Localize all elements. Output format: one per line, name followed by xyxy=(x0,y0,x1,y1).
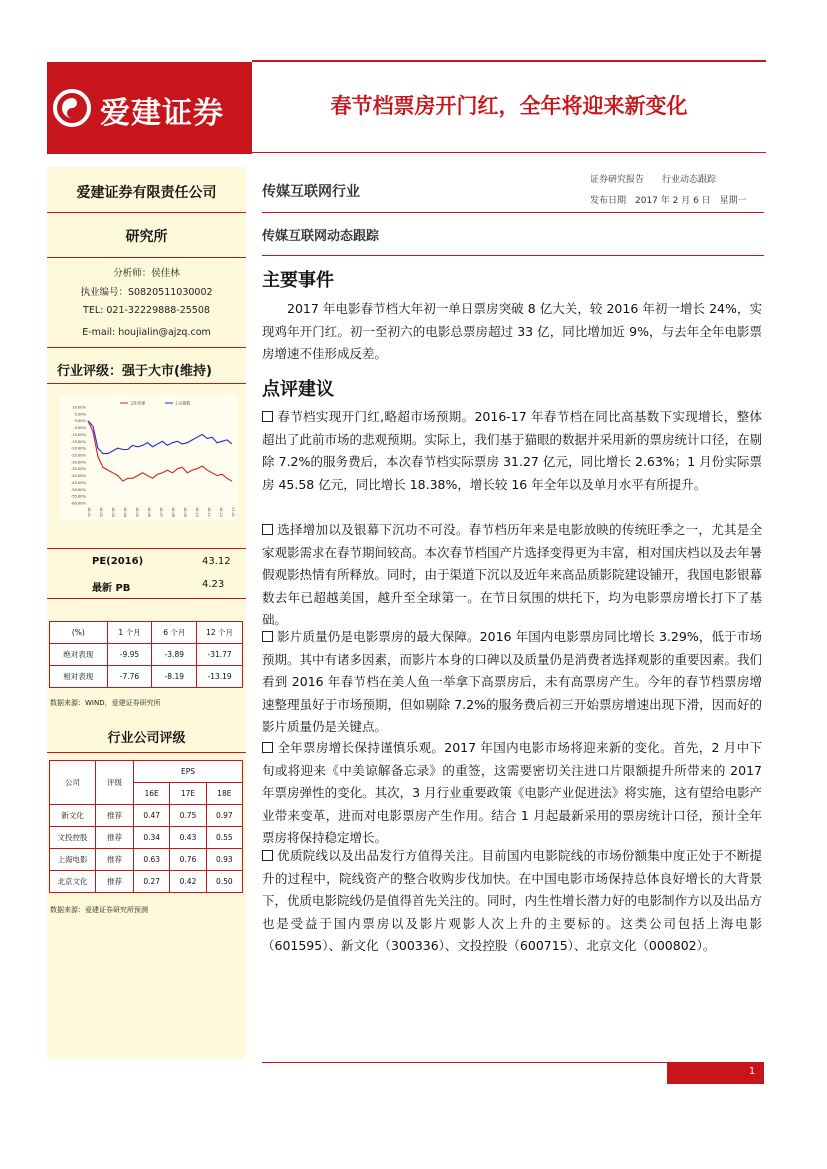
table-cell: 推荐 xyxy=(96,805,134,827)
legend-label: 上证指数 xyxy=(175,400,191,406)
y-tick-label: -5.00% xyxy=(73,426,86,431)
y-tick-label: 5.00% xyxy=(74,412,86,417)
x-tick-label: 16-08 xyxy=(171,507,175,517)
comment-text: 春节档实现开门红,略超市场预期。2016-17 年春节档在同比高基数下实现增长，整体超出了此前市场的悲观预期。实际上，我们基于猫眼的数据并采用新的票房统计口径，在剔除 7.2%的服务费后，本次春节档实际票房 31.27 亿元，同比增长 2.63%；1 月份实际票房 45.58 亿元，同比增长 18.38%，增长较 16 年全年以及单月水平有所提升。 xyxy=(262,409,763,492)
header-top-divider xyxy=(252,60,766,62)
table-header-row xyxy=(50,761,243,783)
table-header-cell: (%) xyxy=(50,622,108,644)
sidebar-divider xyxy=(47,383,246,384)
x-tick-label: 16-02 xyxy=(99,507,103,517)
x-tick-label: 16-04 xyxy=(123,507,127,517)
x-tick-label: 16-06 xyxy=(147,507,151,517)
company-name: 爱建证券有限责任公司 xyxy=(76,185,217,201)
table-cell: 0.34 xyxy=(134,827,170,849)
y-tick-label: 0.00% xyxy=(74,419,86,424)
table-cell: -8.19 xyxy=(152,666,197,688)
table-cell: 相对表现 xyxy=(50,666,108,688)
y-tick-label: -15.00% xyxy=(71,439,86,444)
table-header-cell: 17E xyxy=(170,783,206,805)
sidebar xyxy=(47,167,246,1059)
x-tick-label: 16-03 xyxy=(111,507,115,517)
comment-paragraph xyxy=(262,519,762,632)
sidebar-divider xyxy=(47,598,246,599)
table-header-cell: 12 个月 xyxy=(197,622,243,644)
section-heading-events: 主要事件 xyxy=(262,270,334,291)
events-paragraph: 2017 年电影春节档大年初一单日票房突破 8 亿大关，较 2016 年初一增长 24%，实现鸡年开门红。初一至初六的电影总票房超过 33 亿，同比增加近 9%，与去年全年电影票房增速不佳形成反差。 xyxy=(262,301,762,362)
table-header-cell: 18E xyxy=(206,783,242,805)
section-heading-comments: 点评建议 xyxy=(262,379,334,400)
y-tick-label: -40.00% xyxy=(71,474,86,479)
x-tick-label: 17-01 xyxy=(231,507,235,517)
y-tick-label: -55.00% xyxy=(71,494,86,499)
x-tick-label: 16-10 xyxy=(195,507,199,517)
main-divider xyxy=(262,212,764,213)
report-subtitle: 传媒互联网动态跟踪 xyxy=(262,229,380,244)
checkbox-bullet-icon xyxy=(262,850,273,861)
x-tick-label: 16-07 xyxy=(159,507,163,517)
industry-name: 传媒互联网行业 xyxy=(262,184,360,200)
table-cell: 北京文化 xyxy=(50,871,96,893)
x-tick-label: 16-11 xyxy=(207,507,211,517)
table-cell: -9.95 xyxy=(107,644,152,666)
pb-label: 最新 PB xyxy=(92,583,131,594)
industry-rating: 行业评级：强于大市(维持) xyxy=(57,364,212,379)
table-cell: 绝对表现 xyxy=(50,644,108,666)
table-cell: -3.89 xyxy=(152,644,197,666)
logo-text: 爱建证券 xyxy=(100,96,224,131)
table-cell: 推荐 xyxy=(96,871,134,893)
table-row xyxy=(50,805,243,827)
pe-label: PE(2016) xyxy=(92,556,144,567)
email[interactable]: E-mail: houjialin@ajzq.com xyxy=(82,327,211,338)
table-cell: 0.42 xyxy=(170,871,206,893)
table-cell: 0.55 xyxy=(206,827,242,849)
performance-table xyxy=(49,621,243,688)
publish-date: 发布日期 2017 年 2 月 6 日 星期一 xyxy=(590,196,747,206)
pb-value: 4.23 xyxy=(202,579,225,590)
table-cell: 0.93 xyxy=(206,849,242,871)
table-header-row xyxy=(50,622,243,644)
company-rating-title: 行业公司评级 xyxy=(107,731,186,746)
table-cell: -31.77 xyxy=(197,644,243,666)
performance-chart xyxy=(60,395,238,520)
sidebar-divider xyxy=(47,752,246,753)
sidebar-divider xyxy=(47,548,246,549)
comment-text: 影片质量仍是电影票房的最大保障。2016 年国内电影票房同比增长 3.29%，低于市场预期。其中有诸多因素，而影片本身的口碑以及质量仍是消费者选择观影的重要因素。我们看到 2016 年春节档在美人鱼一举拿下高票房后，未有高票房产生。今年的春节档票房增速整理虽好于市场预期，但如剔除 7.2%的服务费后初三开始票房增速出现下滑，因而好的影片质量仍是关键点。 xyxy=(262,629,763,735)
telephone: TEL: 021-32229888-25508 xyxy=(83,305,210,316)
license-number: 执业编号：S0820511030002 xyxy=(80,287,213,298)
table-header-cell: 评级 xyxy=(96,761,134,805)
x-tick-label: 16-05 xyxy=(135,507,139,517)
report-title: 春节档票房开门红，全年将迎来新变化 xyxy=(330,94,688,118)
page-number: 1 xyxy=(748,1066,756,1077)
table-cell: 0.43 xyxy=(170,827,206,849)
sidebar-divider xyxy=(47,257,246,258)
sidebar-divider xyxy=(47,212,246,213)
report-type: 证券研究报告 行业动态跟踪 xyxy=(590,175,717,185)
table-cell: 文投控股 xyxy=(50,827,96,849)
table-header-cell: 16E xyxy=(134,783,170,805)
x-tick-label: 16-09 xyxy=(183,507,187,517)
performance-source: 数据来源：WIND，爱建证券研究所 xyxy=(50,699,161,707)
table-cell: -7.76 xyxy=(107,666,152,688)
y-tick-label: -30.00% xyxy=(71,460,86,465)
table-row xyxy=(50,871,243,893)
comment-text: 优质院线以及出品发行方值得关注。目前国内电影院线的市场份额集中度正处于不断提升的过程中，院线资产的整合收购步伐加快。在中国电影市场保持总体良好增长的大背景下，优质电影院线仍是值得首先关注的。同时，内生性增长潜力好的电影制作方以及出品方也是受益于国内票房以及影片观影人次上升的主要标的。这类公司包括上海电影（601595）、新文化（300336）、文投控股（600715）、北京文化（000802）。 xyxy=(262,848,763,954)
comment-text: 选择增加以及银幕下沉功不可没。春节档历年来是电影放映的传统旺季之一，尤其是全家观影需求在春节期间较高。本次春节档国产片选择变得更为丰富，相对国庆档以及去年暑假观影热情有所释放。同时，由于渠道下沉以及近年来高品质影院建设铺开，我国电影银幕数去年已超越美国，越升至全球第一。在节日氛围的烘托下，均为电影票房增长打下了基础。 xyxy=(262,522,763,628)
table-row xyxy=(50,827,243,849)
table-header-cell: 1 个月 xyxy=(107,622,152,644)
comment-paragraph xyxy=(262,845,762,958)
table-cell: 新文化 xyxy=(50,805,96,827)
checkbox-bullet-icon xyxy=(262,631,273,642)
table-cell: 推荐 xyxy=(96,827,134,849)
logo-mark-icon xyxy=(52,88,92,128)
table-row xyxy=(50,849,243,871)
table-row xyxy=(50,666,243,688)
pe-value: 43.12 xyxy=(202,556,231,567)
table-cell: 0.97 xyxy=(206,805,242,827)
table-cell: 0.75 xyxy=(170,805,206,827)
table-cell: -13.19 xyxy=(197,666,243,688)
rating-source: 数据来源：爱建证券研究所预测 xyxy=(50,906,148,914)
checkbox-bullet-icon xyxy=(262,524,273,535)
comment-paragraph xyxy=(262,406,762,496)
main-divider xyxy=(262,255,764,256)
analyst-name: 分析师：侯佳林 xyxy=(113,268,180,279)
company-rating-table xyxy=(49,760,243,893)
table-cell: 0.47 xyxy=(134,805,170,827)
table-cell: 0.50 xyxy=(206,871,242,893)
chart-background xyxy=(60,395,238,520)
y-tick-label: -20.00% xyxy=(71,446,86,451)
x-tick-label: 16-12 xyxy=(219,507,223,517)
y-tick-label: 10.00% xyxy=(72,405,86,410)
table-row xyxy=(50,644,243,666)
comment-paragraph xyxy=(262,626,762,739)
table-cell: 0.63 xyxy=(134,849,170,871)
header-bottom-divider xyxy=(252,152,766,153)
checkbox-bullet-icon xyxy=(262,742,273,753)
y-tick-label: -60.00% xyxy=(71,501,86,506)
table-cell: 上海电影 xyxy=(50,849,96,871)
table-cell: 推荐 xyxy=(96,849,134,871)
checkbox-bullet-icon xyxy=(262,411,273,422)
y-tick-label: -50.00% xyxy=(71,487,86,492)
table-header-cell: EPS xyxy=(134,761,243,783)
comment-paragraph xyxy=(262,737,762,850)
y-tick-label: -10.00% xyxy=(71,432,86,437)
y-tick-label: -45.00% xyxy=(71,480,86,485)
legend-label: 文化传媒 xyxy=(130,400,146,406)
y-tick-label: -35.00% xyxy=(71,467,86,472)
comment-text: 全年票房增长保持谨慎乐观。2017 年国内电影市场将迎来新的变化。首先，2 月中下旬或将迎来《中美谅解备忘录》的重签，这需要密切关注进口片限额提升所带来的 2017 年票房弹性的变化。其次，3 月行业重要政策《电影产业促进法》将实施，这有望给电影产业带来变革，进而对电影票房产生作用。结合 1 月起最新采用的票房统计口径，预计全年票房将保持稳定增长。 xyxy=(262,740,762,846)
department-name: 研究所 xyxy=(125,229,168,245)
y-tick-label: -25.00% xyxy=(71,453,86,458)
table-cell: 0.76 xyxy=(170,849,206,871)
table-cell: 0.27 xyxy=(134,871,170,893)
x-tick-label: 16-01 xyxy=(87,507,91,517)
table-header-cell: 公司 xyxy=(50,761,96,805)
sidebar-divider xyxy=(47,347,246,348)
table-header-cell: 6 个月 xyxy=(152,622,197,644)
